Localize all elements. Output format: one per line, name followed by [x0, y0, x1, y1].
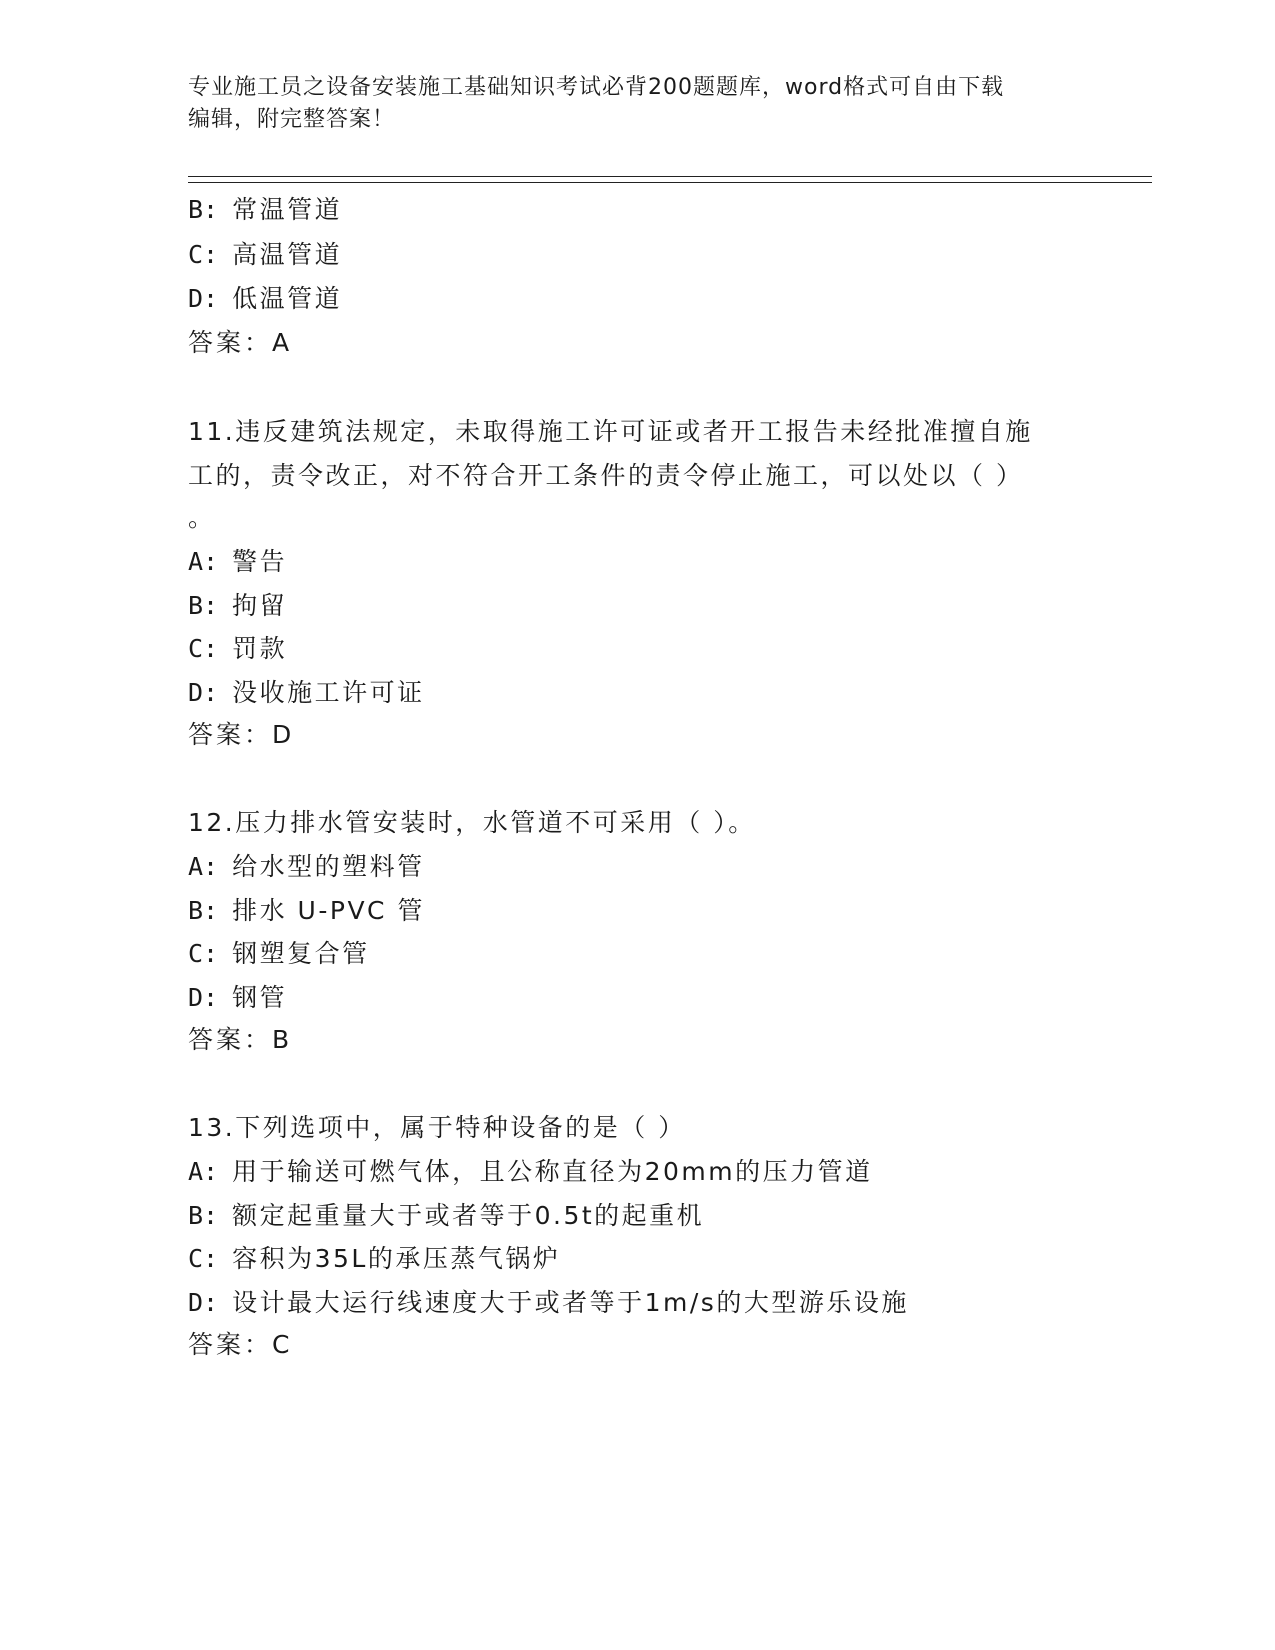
option-b: B: 拘留 — [188, 591, 288, 620]
question-stem: 13.下列选项中，属于特种设备的是（ ） — [188, 1113, 686, 1142]
question-stem: 工的，责令改正，对不符合开工条件的责令停止施工，可以处以（ ） — [188, 461, 1024, 490]
option-b: B: 常温管道 — [188, 195, 343, 224]
answer: 答案：B — [188, 1025, 293, 1054]
option-c: C: 钢塑复合管 — [188, 939, 370, 968]
option-a: A: 用于输送可燃气体，且公称直径为20mm的压力管道 — [188, 1157, 873, 1186]
option-a: A: 给水型的塑料管 — [188, 852, 425, 881]
option-d: D: 设计最大运行线速度大于或者等于1m/s的大型游乐设施 — [188, 1288, 909, 1317]
question-stem: 。 — [188, 503, 216, 532]
option-d: D: 没收施工许可证 — [188, 678, 425, 707]
option-b: B: 额定起重量大于或者等于0.5t的起重机 — [188, 1201, 705, 1230]
option-c: C: 罚款 — [188, 634, 288, 663]
answer: 答案：A — [188, 328, 293, 357]
document-header — [188, 72, 1088, 136]
answer: 答案：C — [188, 1330, 293, 1359]
header-line-2: 编辑，附完整答案！ — [188, 107, 396, 132]
header-line-1: 专业施工员之设备安装施工基础知识考试必背200题题库，word格式可自由下载 — [188, 75, 1005, 100]
option-d: D: 低温管道 — [188, 284, 343, 313]
option-b: B: 排水 U-PVC 管 — [188, 896, 425, 925]
question-stem: 12.压力排水管安装时，水管道不可采用（ ）。 — [188, 808, 756, 837]
option-d: D: 钢管 — [188, 983, 288, 1012]
option-a: A: 警告 — [188, 547, 288, 576]
header-divider-top — [188, 176, 1152, 177]
answer: 答案：D — [188, 720, 295, 749]
header-divider-bottom — [188, 182, 1152, 183]
option-c: C: 容积为35L的承压蒸气锅炉 — [188, 1244, 561, 1273]
question-stem: 11.违反建筑法规定，未取得施工许可证或者开工报告未经批准擅自施 — [188, 417, 1033, 446]
option-c: C: 高温管道 — [188, 240, 343, 269]
